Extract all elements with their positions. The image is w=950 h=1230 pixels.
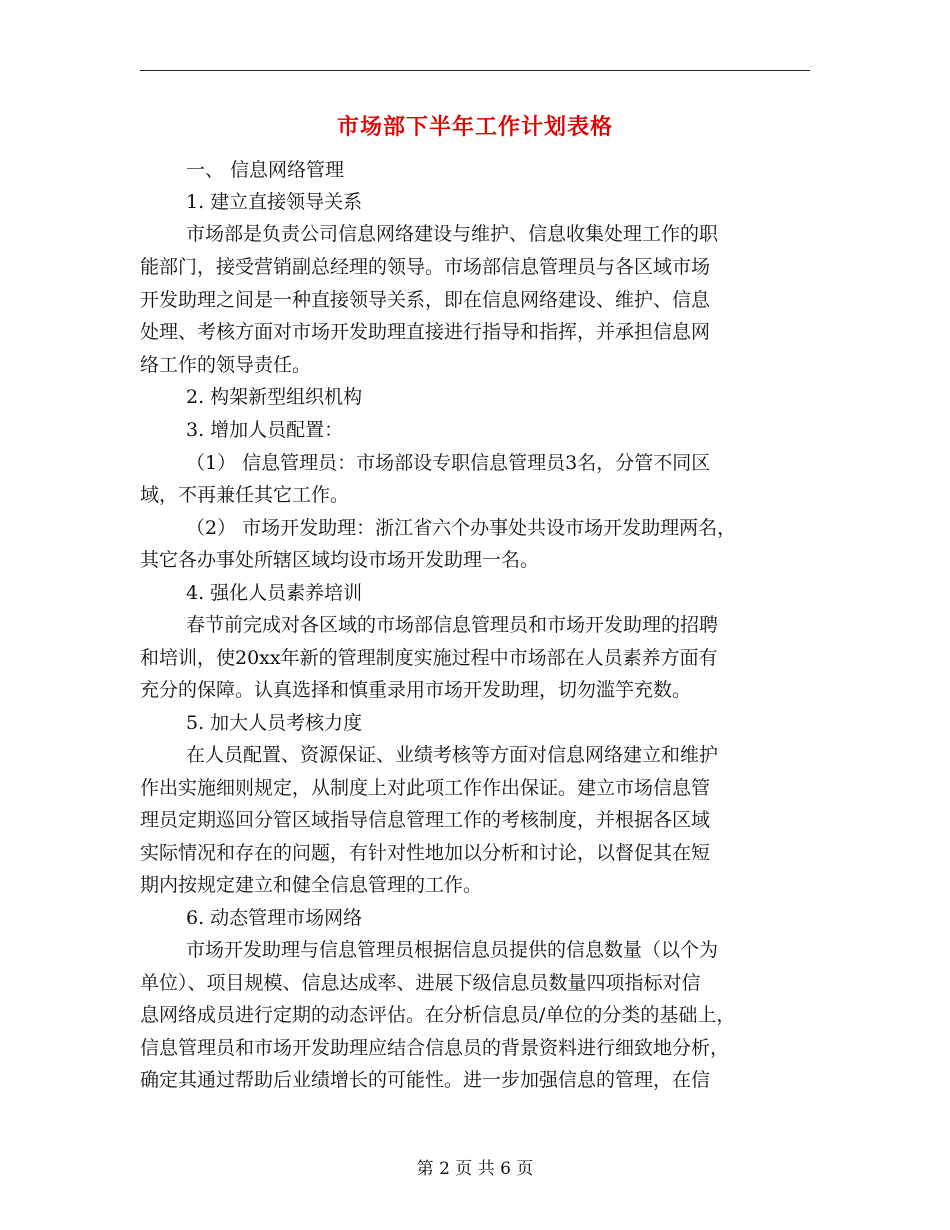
paragraph-line: （1） 信息管理员：市场部设专职信息管理员3名，分管不同区 bbox=[186, 452, 711, 474]
subheading: 3. 增加人员配置： bbox=[186, 419, 344, 441]
paragraph-line: 期内按规定建立和健全信息管理的工作。 bbox=[140, 874, 483, 896]
paragraph-line: （2） 市场开发助理：浙江省六个办事处共设市场开发助理两名， bbox=[186, 517, 737, 539]
page-title: 市场部下半年工作计划表格 bbox=[336, 114, 613, 140]
subheading: 5. 加大人员考核力度 bbox=[186, 712, 363, 734]
subheading: 2. 构架新型组织机构 bbox=[186, 386, 363, 408]
page-number: 第 2 页 共 6 页 bbox=[416, 1159, 534, 1179]
paragraph-line: 作出实施细则规定，从制度上对此项工作作出保证。建立市场信息管 bbox=[140, 777, 711, 799]
paragraph-line: 在人员配置、资源保证、业绩考核等方面对信息网络建立和维护 bbox=[186, 744, 719, 766]
paragraph-line: 市场开发助理与信息管理员根据信息员提供的信息数量（以个为 bbox=[186, 939, 719, 961]
paragraph-line: 理员定期巡回分管区域指导信息管理工作的考核制度，并根据各区域 bbox=[140, 809, 711, 831]
subheading: 6. 动态管理市场网络 bbox=[186, 907, 363, 929]
paragraph-line: 络工作的领导责任。 bbox=[140, 354, 312, 376]
paragraph-line: 能部门，接受营销副总经理的领导。市场部信息管理员与各区域市场 bbox=[140, 256, 711, 278]
section-heading: 一、 信息网络管理 bbox=[186, 159, 345, 181]
paragraph-line: 其它各办事处所辖区域均设市场开发助理一名。 bbox=[140, 549, 540, 571]
subheading: 4. 强化人员素养培训 bbox=[186, 582, 363, 604]
subheading: 1. 建立直接领导关系 bbox=[186, 191, 363, 213]
paragraph-line: 确定其通过帮助后业绩增长的可能性。进一步加强信息的管理，在信 bbox=[140, 1069, 711, 1091]
paragraph-line: 市场部是负责公司信息网络建设与维护、信息收集处理工作的职 bbox=[186, 223, 719, 245]
paragraph-line: 实际情况和存在的问题，有针对性地加以分析和讨论，以督促其在短 bbox=[140, 842, 711, 864]
paragraph-line: 处理、考核方面对市场开发助理直接进行指导和指挥，并承担信息网 bbox=[140, 321, 711, 343]
paragraph-line: 息网络成员进行定期的动态评估。在分析信息员/单位的分类的基础上， bbox=[140, 1004, 736, 1026]
paragraph-line: 和培训，使20xx年新的管理制度实施过程中市场部在人员素养方面有 bbox=[140, 647, 718, 669]
paragraph-line: 信息管理员和市场开发助理应结合信息员的背景资料进行细致地分析， bbox=[140, 1037, 730, 1059]
paragraph-line: 开发助理之间是一种直接领导关系，即在信息网络建设、维护、信息 bbox=[140, 289, 711, 311]
paragraph-line: 充分的保障。认真选择和慎重录用市场开发助理，切勿滥竽充数。 bbox=[140, 679, 692, 701]
paragraph-line: 单位）、项目规模、信息达成率、进展下级信息员数量四项指标对信 bbox=[140, 972, 701, 994]
header-rule bbox=[140, 70, 810, 71]
paragraph-line: 春节前完成对各区域的市场部信息管理员和市场开发助理的招聘 bbox=[186, 614, 719, 636]
paragraph-line: 域，不再兼任其它工作。 bbox=[140, 484, 350, 506]
